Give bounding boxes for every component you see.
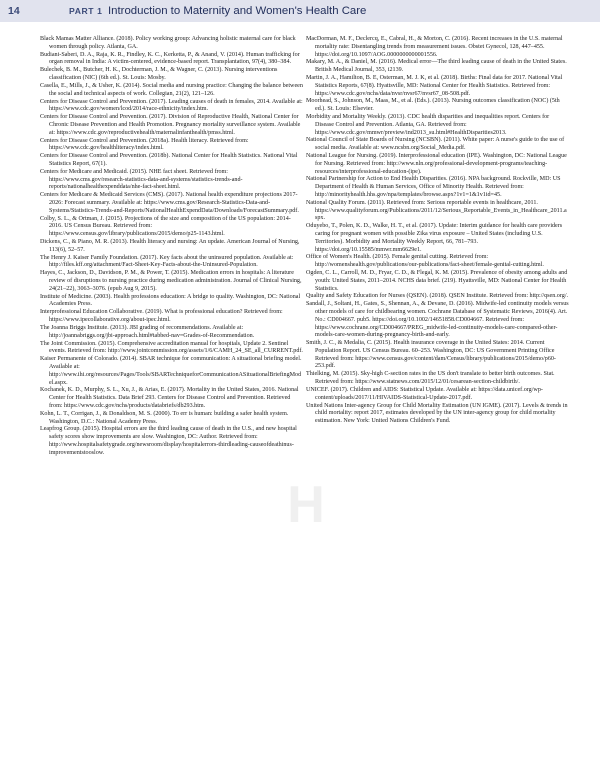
- reference-entry: Centers for Disease Control and Prevention. (2018b). National Center for Health Statistics. National Vital Statistics Report, 67(1).: [40, 153, 298, 167]
- reference-entry: The Joint Commission. (2015). Comprehensive accreditation manual for hospitals, Update 2. Sentinel events. Retrieved from: http://www.jointcommission.org/assets/1/6/CAMH_24_SE_all_CURRENT.pdf.: [40, 340, 303, 355]
- watermark-mark: [268, 470, 344, 542]
- reference-entry: Moorhead, S., Johnson, M., Maas, M., et al. (Eds.). (2013). Nursing outcomes classification (NOC) (5th ed.). St. Louis: Elsevier.: [306, 98, 560, 113]
- reference-entry: Makary, M. A., & Daniel, M. (2016). Medical error—The third leading cause of death in the United States. British Medical Journal, 353, i2139.: [306, 59, 567, 74]
- reference-entry: Hayes, C., Jackson, D., Davidson, P. M., & Power, T. (2015). Medication errors in hospitals: A literature review of disruptions to nursing practice during medication administration. Journal of Clinical Nursing, 24(21–22), 3063–3076. (epub Aug 9, 2015).: [40, 270, 302, 292]
- references-column-left: [40, 36, 303, 458]
- reference-entry: Casella, E., Mills, J., & Usher, K. (2014). Social media and nursing practice: Changing the balance between the social and technical aspects of work. Collegian, 21(2), 121–126.: [40, 82, 303, 97]
- reference-entry: Centers for Disease Control and Prevention. (2018a). Health literacy. Retrieved from: https://www.cdc.gov/healthliteracy/index.html.: [40, 137, 249, 152]
- reference-entry: Martin, J. A., Hamilton, B. E, Osterman, M. J. K, et al. (2018). Births: Final data for 2017. National Vital Statistics Reports, 67(8). Hyattsville, MD: National Center for Health Statistics. Retrieved from: https://www.cdc.gov/nchs/data/nvsr/nvsr67/nvsr67_08-508.pdf.: [306, 75, 563, 97]
- reference-entry: Dickens, C., & Piano, M. R. (2013). Health literacy and nursing: An update. American Journal of Nursing, 113(6), 52–57.: [40, 239, 300, 253]
- reference-entry: Oduyebo, T., Polen, K. D., Walke, H. T., et al. (2017). Update: Interim guidance for health care providers caring for pregnant women with possible Zika virus exposure – United States (including U.S. Territories). Morbidity and Mortality Weekly Report, 66, 781–793. https://doi.org/10.15585/mmwr.mm6629e1.: [306, 223, 563, 253]
- reference-entry: Office of Women's Health. (2015). Female genital cutting. Retrieved from: http://womenshealth.gov/publications/our-publications/fact-sheet/female-genital-cutting.html.: [306, 254, 544, 269]
- reference-entry: Colby, S. L., & Ortman, J. (2015). Projections of the size and composition of the US population: 2014-2016. US Census Bureau. Retrieved from: https://www.census.gov/library/publications/2015/demo/p25-1143.html.: [40, 215, 291, 238]
- reference-entry: Morbidity and Mortality Weekly. (2013). CDC health disparities and inequalities report. Centers for Disease Control and Prevention. Atlanta, GA. Retrieved from: https://www.cdc.gov/mmwr/preview/ind2013_su.html#HealthDisparities2013.: [306, 114, 550, 136]
- page-number: 14: [8, 5, 20, 17]
- reference-entry: Black Mamas Matter Alliance. (2018). Policy working group: Advancing holistic maternal care for black women through policy. Atlanta, GA.: [40, 36, 296, 50]
- chapter-title: Introduction to Maternity and Women's Health Care: [108, 5, 367, 17]
- reference-entry: Kochanek, K. D., Murphy, S. L., Xu, J., & Arias, E. (2017). Mortality in the United States, 2016. National Center for Health Statistics. Data Brief 293. Centers for Disease Control and Prevention. Retrieved from: https://www.cdc.gov/nchs/products/databriefs/db293.htm.: [40, 387, 299, 409]
- reference-entry: Kaiser Permanente of Colorado. (2014). SBAR technique for communication: A situational briefing model. Available at: http://www.ihi.org/resources/Pages/Tools/SBARTechniqueforCommunicationASituationalBriefingModel.aspx.: [40, 356, 302, 386]
- reference-entry: Centers for Medicare and Medicaid. (2015). NHE fact sheet. Retrieved from: https://www.cms.gov/research-statistics-data-and-systems/statistics-trends-and-reports/nationalhealthexpenddata/nhe-fact-sheet.html.: [40, 168, 243, 191]
- reference-entry: Centers for Disease Control and Prevention. (2017). Leading causes of death in females, 2014. Available at: https://www.cdc.gov/women/lcod/2014/race-ethnicity/index.htm.: [40, 98, 303, 113]
- reference-entry: National Partnership for Action to End Health Disparities. (2016). NPA background. Rockville, MD: US Department of Health & Human Services, Office of Minority Health. Retrieved from: http://minorityhealth.hhs.gov/npa/templates/browse.aspx?1v1=1&1v1id=45.: [306, 176, 561, 198]
- reference-entry: Institute of Medicine. (2003). Health professions education: A bridge to quality. Washington, DC: National Academies Press.: [40, 293, 301, 308]
- reference-entry: National Quality Forum. (2011). Retrieved from: Serious reportable events in healthcare, 2011. https://www.qualityforum.org/Publications/2011/12/Serious_Reportable_Events_in_Healthcare_2011.aspx.: [306, 199, 567, 222]
- reference-entry: The Joanna Briggs Institute. (2013). JBI grading of recommendations. Available at: http://joannabriggs.org/jbi-approach.html#tabbed-nav=Grades-of-Recommendation.: [40, 325, 255, 339]
- reference-entry: Interprofessional Education Collaborative. (2019). What is professional education? Retrieved from: https://www.ipecollaborative.org/about-ipec.html.: [40, 309, 283, 324]
- reference-entry: Quality and Safety Education for Nurses (QSEN). (2018). QSEN Institute. Retrieved from: http://qsen.org/.: [306, 293, 569, 300]
- page-header: [0, 0, 600, 22]
- reference-entry: UNICEF. (2017). Children and AIDS: Statistical Update. Available at: https://data.unicef.org/wp-content/uploads/2017/11/HIVAIDS-Statistical-Update-2017.pdf.: [306, 387, 543, 401]
- reference-entry: Sandall, J., Soltani, H., Gates, S., Shennan, A., & Devane, D. (2016). Midwife-led continuity models versus other models of care for childbearing women. Cochrane Database of Systematic Reviews, 2016(4). Art. No.: CD004667. pub5. https://doi.org/10.1002/14651858.CD004667. Retrieved from: https://www.cochrane.org/CD004667/PREG_midwife-led-continuity-models-care-compared-other-models-care-women-during-pregnancy-birth-and-early.: [306, 301, 569, 339]
- reference-entry: Ogden, C. L., Carroll, M. D., Fryar, C. D., & Flegal, K. M. (2015). Prevalence of obesity among adults and youth: United States, 2011–2014. NCHS data brief. (219). Hyattsville, MD: National Center for Health Statistics.: [306, 270, 568, 292]
- reference-entry: Centers for Medicare & Medicaid Services (CMS). (2017). National health expenditure projections 2017-2026: Forecast summary. Available at: https://www.cms.gov/Research-Statistics-Data-and-Systems/Statistics-Trends-and-Reports/NationalHealthExpendData/Downloads/ForecastSummary.pdf.: [40, 192, 299, 214]
- reference-entry: Budiani-Saberi, D. A., Raja, K. R., Findley, K. C., Kerketta, P., & Anand, V. (2014). Human trafficking for organ removal in India: A victim-centered, evidence-based report. Transplantation, 97(4), 380–384.: [40, 51, 300, 66]
- reference-entry: Smith, J. C., & Medalia, C. (2015). Health insurance coverage in the United States: 2014. Current Population Report. US Census Bureau. 60–253. Washington, DC: US Government Printing Office Retrieved from: https://www.census.gov/content/dam/Census/library/publications/2015/demo/p60-253.pdf.: [306, 340, 556, 370]
- reference-entry: National League for Nursing. (2019). Interprofessional education (IPE). Washington, DC: National League for Nursing. Retrieved from: http://www.nln.org/professional-development-programs/teaching-resources/interprofessional-education-(ipe).: [306, 153, 567, 175]
- reference-entry: Kohn, L. T., Corrigan, J., & Donaldson, M. S. (2000). To err is human: building a safer health system. Washington, D.C.: National Academy Press.: [40, 410, 289, 425]
- reference-entry: United Nations Inter-agency Group for Child Mortality Estimation (UN IGME). (2017). Levels & trends in child mortality: report 2017, estimates developed by the UN inter-agency group for child mortality estimation. New York: United Nations Children's Fund.: [306, 402, 568, 425]
- reference-entry: Centers for Disease Control and Prevention. (2017). Division of Reproductive Health, National Center for Chronic Disease Prevention and Health Promotion. Pregnancy mortality surveillance system. Available at: https://www.cdc.gov/reproductivehealth/maternalinfanthealth/pmss.html.: [40, 114, 301, 136]
- reference-entry: The Henry J. Kaiser Family Foundation. (2017). Key facts about the uninsured population. Available at: http://files.kff.org/attachment/Fact-Sheet-Key-Facts-about-the-Uninsured-Population.: [40, 254, 294, 269]
- reference-entry: Leapfrog Group. (2015). Hospital errors are the third leading cause of death in the U.S., and new hospital safety scores show improvements are slow. Washington, DC: Author. Retrieved from: http://www.hospitalsafetygrade.org/newsroom/display/hospitalerrors-thirdleading-causeofdeathinus-improvementstooslow.: [40, 426, 297, 456]
- svg-text:H: H: [287, 476, 325, 534]
- reference-entry: National Council of State Boards of Nursing (NCSBN). (2011). White paper: A nurse's guide to the use of social media. Available at: www.ncsbn.org/Social_Media.pdf.: [306, 137, 565, 152]
- reference-entry: Thielking, M. (2015). Sky-high C-section rates in the US don't translate to better birth outcomes. Stat. Retrieved from: https://www.statnews.com/2015/12/01/cesarean-section-childbirth/.: [306, 371, 555, 386]
- reference-entry: Bulechek, B. M., Butcher, H. K., Dochterman, J. M., & Wagner, C. (2013). Nursing interventions classification (NIC) (6th ed.). St. Louis: Mosby.: [40, 67, 278, 82]
- references-column-right: [306, 36, 569, 426]
- reference-entry: MacDorman, M. F., Declercq, E., Cabral, H., & Morton, C. (2016). Recent increases in the U.S. maternal mortality rate: Disentangling trends from measurement issues. Obstet Gynecol, 128, 447–455. https://doi.org/10.1097/AOG.0000000000001556.: [306, 36, 563, 58]
- part-label: PART 1: [69, 6, 103, 16]
